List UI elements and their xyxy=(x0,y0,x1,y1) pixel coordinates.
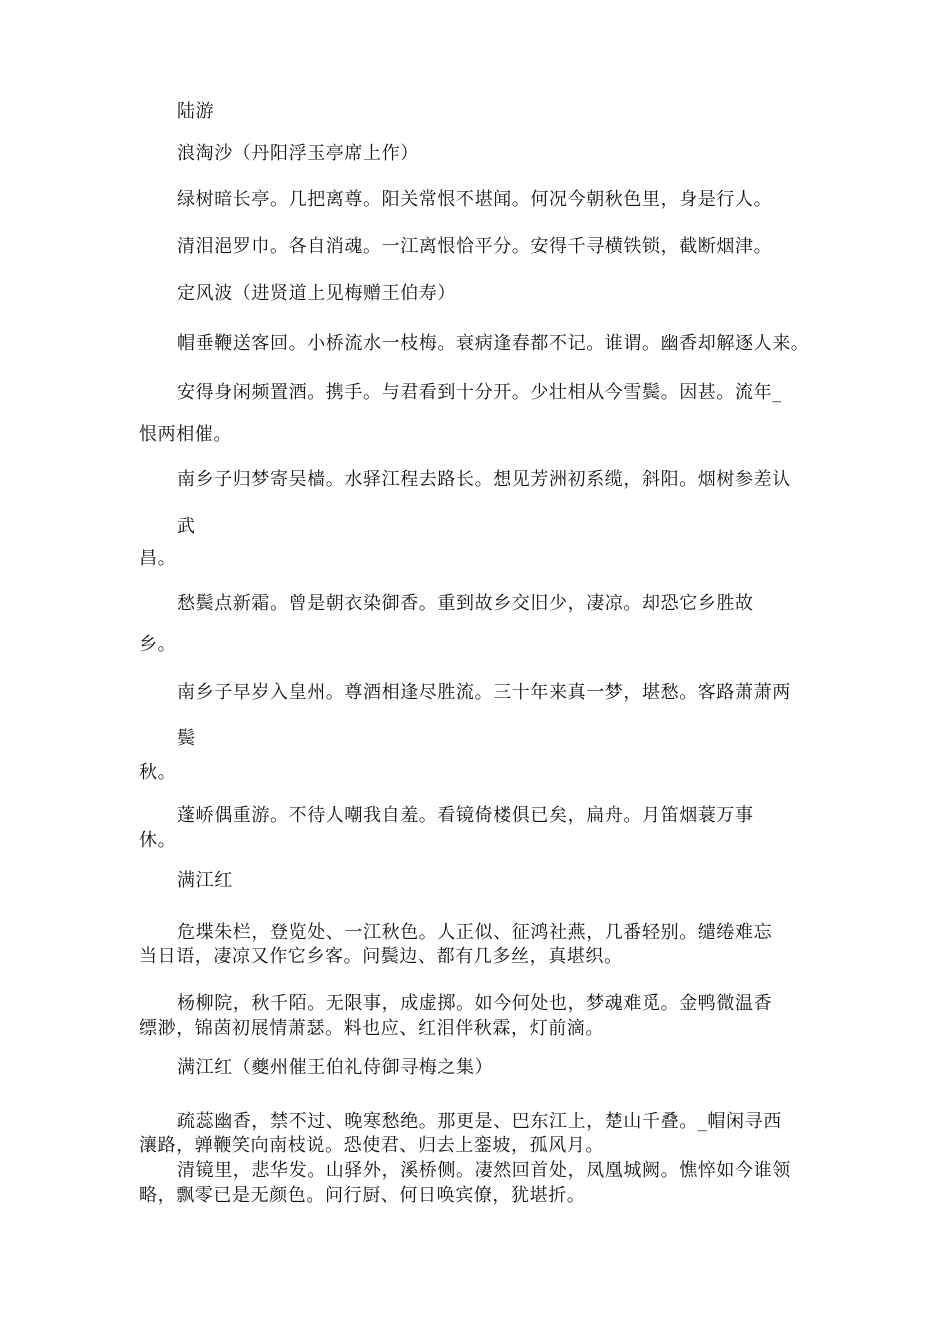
text-line: 瀼路，亸鞭笑向南枝说。恐使君、归去上銮坡，孤风月。 xyxy=(139,1135,604,1156)
text-line: 南乡子归梦寄吴樯。水驿江程去路长。想见芳洲初系缆，斜阳。烟树参差认 xyxy=(177,469,791,490)
text-line: 武 xyxy=(177,516,196,537)
text-line: 休。 xyxy=(139,830,177,851)
text-line: 疏蕊幽香，禁不过、晚寒愁绝。那更是、巴东江上，楚山千叠。_帽闲寻西 xyxy=(177,1111,782,1132)
text-line: 杨柳院，秋千陌。无限事，成虚掷。如今何处也，梦魂难觅。金鸭微温香 xyxy=(177,993,773,1014)
text-line: 略，飘零已是无颜色。问行厨、何日唤宾僚，犹堪折。 xyxy=(139,1185,586,1206)
text-line: 南乡子早岁入皇州。尊酒相逢尽胜流。三十年来真一梦，堪愁。客路萧萧两 xyxy=(177,682,791,703)
text-line: 当日语，凄凉又作它乡客。问鬓边、都有几多丝，真堪织。 xyxy=(139,946,623,967)
text-line: 帽垂鞭送客回。小桥流水一枝梅。衰病逢春都不记。谁谓。幽香却解逐人来。 xyxy=(177,333,810,354)
poem-title: 满江红 xyxy=(177,870,233,891)
text-line: 清镜里，悲华发。山驿外，溪桥侧。凄然回首处，凤凰城阙。憔悴如今谁领 xyxy=(177,1160,791,1181)
poem-title: 满江红（夔州催王伯礼侍御寻梅之集） xyxy=(177,1057,494,1078)
poem-title: 定风波（进贤道上见梅赠王伯寿） xyxy=(177,283,456,304)
text-line: 缥渺，锦茵初展情萧瑟。料也应、红泪伴秋霖，灯前滴。 xyxy=(139,1018,604,1039)
text-line: 危堞朱栏，登览处、一江秋色。人正似、征鸿社燕，几番轻别。缱绻难忘 xyxy=(177,922,773,943)
text-line: 愁鬓点新霜。曾是朝衣染御香。重到故乡交旧少，凄凉。却恐它乡胜故 xyxy=(177,593,754,614)
text-line: 昌。 xyxy=(139,548,177,569)
author-line: 陆游 xyxy=(177,101,215,122)
poem-title: 浪淘沙（丹阳浮玉亭席上作） xyxy=(177,143,419,164)
text-line: 蓬峤偶重游。不待人嘲我自羞。看镜倚楼俱已矣，扁舟。月笛烟蓑万事 xyxy=(177,805,754,826)
text-line: 恨两相催。 xyxy=(139,424,232,445)
text-line: 清泪浥罗巾。各自消魂。一江离恨恰平分。安得千寻横铁锁，截断烟津。 xyxy=(177,236,773,257)
text-line: 绿树暗长亭。几把离尊。阳关常恨不堪闻。何况今朝秋色里，身是行人。 xyxy=(177,189,773,210)
text-line: 秋。 xyxy=(139,762,177,783)
text-line: 安得身闲频置酒。携手。与君看到十分开。少壮相从今雪鬓。因甚。流年_ xyxy=(177,382,782,403)
text-line: 鬓 xyxy=(177,728,196,749)
text-line: 乡。 xyxy=(139,634,177,655)
